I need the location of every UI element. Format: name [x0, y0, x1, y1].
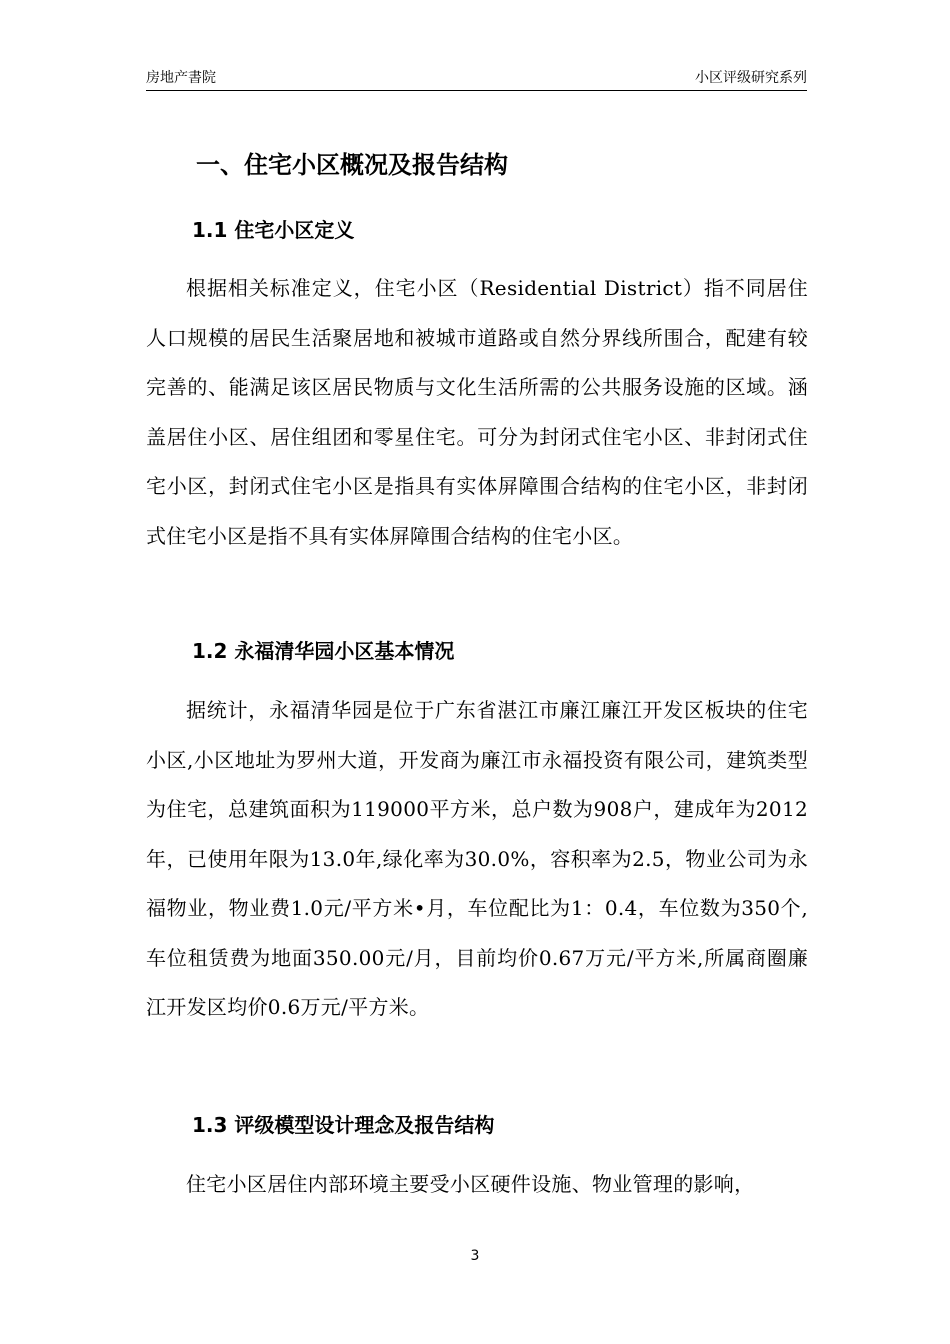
- header-series-title: 小区评级研究系列: [695, 70, 807, 86]
- section-1-1-paragraph: 根据相关标准定义，住宅小区（Residential District）指不同居住人口规模的居民生活聚居地和被城市道路或自然分界线所围合，配建有较完善的、能满足该区居民物质与文化生活所需的公共服务设施的区域。涵盖居住小区、居住组团和零星住宅。可分为封闭式住宅小区、非封闭式住宅小区，封闭式住宅小区是指具有实体屏障围合结构的住宅小区，非封闭式住宅小区是指不具有实体屏障围合结构的住宅小区。: [146, 276, 808, 548]
- page-number: 3: [470, 1248, 480, 1264]
- page-header: [146, 64, 807, 90]
- section-1-2-paragraph: 据统计，永福清华园是位于广东省湛江市廉江廉江开发区板块的住宅小区,小区地址为罗州大道，开发商为廉江市永福投资有限公司，建筑类型为住宅，总建筑面积为119000平方米，总户数为908户，建成年为2012年，已使用年限为13.0年,绿化率为30.0%，容积率为2.5，物业公司为永福物业，物业费1.0元/平方米•月，车位配比为1：0.4，车位数为350个,车位租赁费为地面350.00元/月，目前均价0.67万元/平方米,所属商圈廉江开发区均价0.6万元/平方米。: [146, 698, 808, 1019]
- chapter-title: 一、住宅小区概况及报告结构: [196, 151, 508, 179]
- section-1-1-title: 1.1 住宅小区定义: [192, 218, 355, 242]
- section-1-2-title: 1.2 永福清华园小区基本情况: [192, 639, 455, 663]
- header-publisher: 房地产書院: [146, 70, 216, 86]
- section-1-3-title: 1.3 评级模型设计理念及报告结构: [192, 1113, 495, 1137]
- header-divider: [146, 90, 807, 91]
- section-1-3-paragraph: 住宅小区居住内部环境主要受小区硬件设施、物业管理的影响，: [186, 1172, 755, 1196]
